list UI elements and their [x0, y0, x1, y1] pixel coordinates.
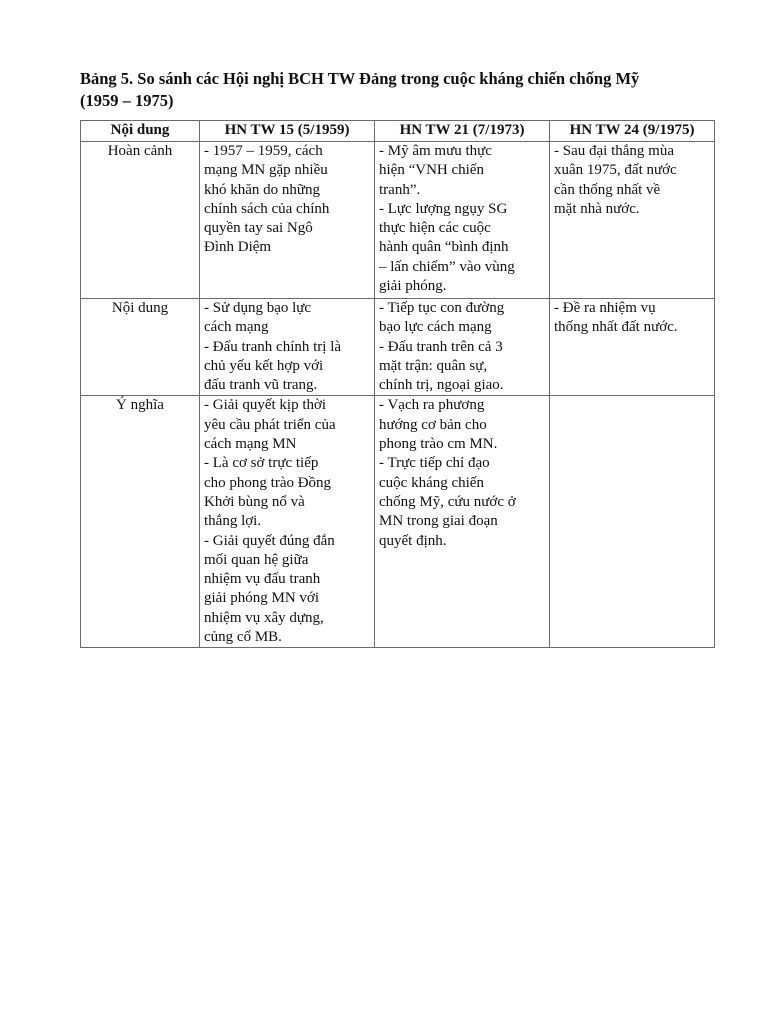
cell-line: Khởi bùng nổ và [204, 493, 305, 510]
row-label: Hoàn cảnh [81, 142, 200, 299]
cell-line: tranh”. [379, 181, 421, 198]
cell-line: - 1957 – 1959, cách [204, 143, 323, 159]
cell-line: - Lực lượng ngụy SG [379, 200, 508, 217]
row-label: Nội dung [81, 299, 200, 396]
table-cell [550, 142, 715, 299]
table-cell [375, 299, 550, 396]
cell-line: giải phóng MN với [204, 590, 320, 607]
row-label: Ý nghĩa [81, 396, 200, 648]
cell-line: bạo lực cách mạng [379, 319, 492, 336]
table-row [81, 396, 715, 648]
table-body [81, 142, 715, 648]
cell-line: xuân 1975, đất nước [554, 162, 677, 179]
cell-line: yêu cầu phát triển của [204, 416, 336, 433]
cell-line: thực hiện các cuộc [379, 220, 491, 237]
cell-line: chủ yếu kết hợp với [204, 357, 324, 374]
cell-line: khó khăn do những [204, 181, 321, 198]
cell-line: - Giải quyết kịp thời [204, 397, 327, 414]
cell-line: Đình Diệm [204, 239, 272, 256]
cell-line: thắng lợi. [204, 513, 262, 530]
cell-line: quyết định. [379, 532, 447, 549]
cell-line: quyền tay sai Ngô [204, 220, 313, 237]
table-cell [375, 396, 550, 648]
cell-line: mặt nhà nước. [554, 200, 640, 217]
cell-line: - Là cơ sở trực tiếp [204, 455, 319, 472]
cell-line: cách mạng [204, 319, 269, 336]
cell-line: – lấn chiếm” vào vùng [379, 258, 515, 275]
cell-line: giải phóng. [379, 278, 447, 295]
cell-line: hướng cơ bản cho [379, 416, 487, 433]
cell-line: mối quan hệ giữa [204, 551, 309, 568]
cell-line: thống nhất đất nước. [554, 319, 678, 336]
cell-line: cuộc kháng chiến [379, 474, 484, 491]
table-row [81, 142, 715, 299]
cell-line: - Tiếp tục con đường [379, 300, 505, 316]
cell-line: phong trào cm MN. [379, 436, 498, 453]
cell-line: chống Mỹ, cứu nước ở [379, 493, 516, 510]
cell-line: - Vạch ra phương [379, 397, 485, 414]
cell-line: MN trong giai đoạn [379, 513, 498, 530]
table-cell [200, 396, 375, 648]
cell-line: mạng MN gặp nhiều [204, 162, 328, 179]
title-line-2: (1959 – 1975) [80, 91, 174, 110]
table-cell [200, 299, 375, 396]
cell-line: - Đề ra nhiệm vụ [554, 300, 656, 316]
cell-line: chính trị, ngoại giao. [379, 377, 504, 394]
cell-line: đấu tranh vũ trang. [204, 377, 318, 394]
cell-line: - Giải quyết đúng đắn [204, 532, 335, 549]
cell-line: - Trực tiếp chỉ đạo [379, 455, 490, 472]
table-title [80, 68, 720, 112]
cell-line: mặt trận: quân sự, [379, 357, 488, 374]
cell-line: - Sau đại thắng mùa [554, 143, 674, 159]
header-row [81, 121, 715, 142]
table-row [81, 299, 715, 396]
cell-line: cần thống nhất về [554, 181, 661, 198]
cell-line: - Đấu tranh chính trị là [204, 338, 342, 355]
comparison-table [80, 120, 715, 648]
cell-line: nhiệm vụ xây dựng, [204, 609, 324, 626]
cell-line: nhiệm vụ đấu tranh [204, 571, 321, 588]
cell-line: cách mạng MN [204, 436, 297, 453]
table-cell [550, 396, 715, 648]
cell-line: chính sách của chính [204, 200, 330, 217]
title-line-1: Bảng 5. So sánh các Hội nghị BCH TW Đảng trong cuộc kháng chiến chống Mỹ [80, 69, 640, 88]
header-cell: HN TW 21 (7/1973) [375, 121, 550, 142]
cell-line: - Đấu tranh trên cả 3 [379, 338, 503, 355]
cell-line: củng cố MB. [204, 629, 282, 646]
cell-line: hiện “VNH chiến [379, 162, 484, 179]
header-cell: Nội dung [81, 121, 200, 142]
table-cell [550, 299, 715, 396]
cell-line: - Sử dụng bạo lực [204, 300, 312, 316]
table-cell [200, 142, 375, 299]
cell-line: - Mỹ âm mưu thực [379, 143, 492, 159]
table-cell [375, 142, 550, 299]
cell-line: hành quân “bình định [379, 239, 509, 256]
cell-line: cho phong trào Đồng [204, 474, 332, 491]
header-cell: HN TW 15 (5/1959) [200, 121, 375, 142]
header-cell: HN TW 24 (9/1975) [550, 121, 715, 142]
